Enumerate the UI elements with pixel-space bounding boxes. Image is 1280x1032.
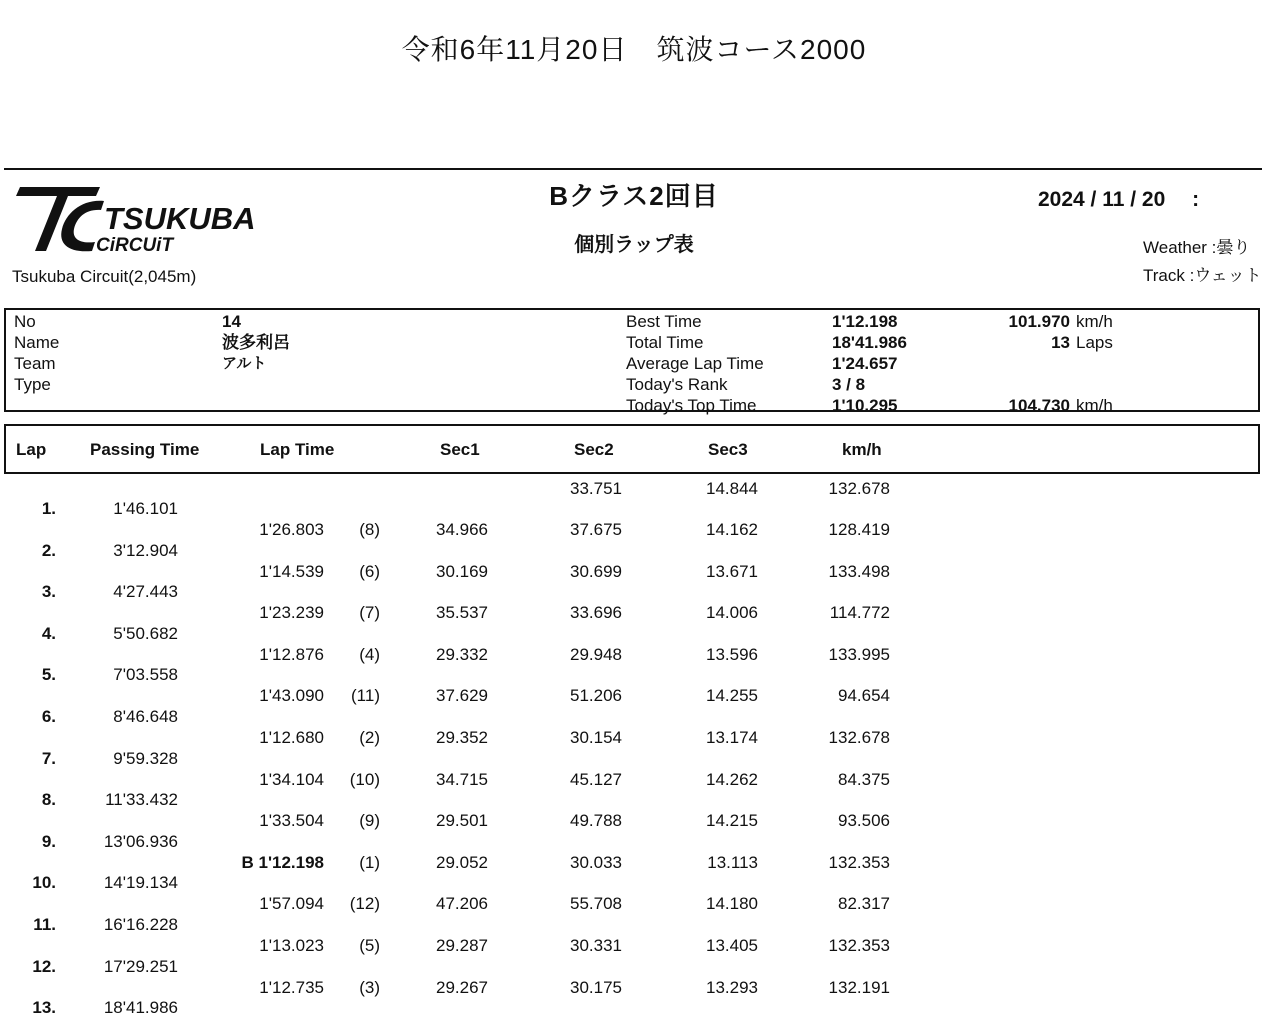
lap-number: 13. [32, 998, 56, 1018]
lap-rank: (3) [359, 977, 380, 997]
header-lap-time: Lap Time [260, 440, 335, 459]
sector1-time: 35.537 [436, 603, 488, 623]
team-name: アルト [222, 355, 267, 372]
sector2-time: 37.675 [570, 520, 622, 539]
sector1-time: 29.287 [436, 936, 488, 955]
sector2-time: 49.788 [570, 811, 622, 831]
total-time-label: Total Time [626, 333, 704, 352]
lap-time: 1'34.104 [259, 769, 324, 789]
passing-time: 18'41.986 [103, 998, 178, 1018]
lap-rank: (2) [359, 728, 380, 747]
lap-rank: (10) [349, 769, 380, 789]
lap-time: 1'12.876 [259, 644, 324, 664]
lap-rank: (8) [359, 520, 380, 539]
name-label: Name [14, 333, 60, 352]
speed-kmh: 132.678 [828, 728, 890, 747]
lap-number: 11. [33, 915, 56, 934]
top-rule [4, 168, 1262, 170]
top-time-value: 1'10.295 [832, 396, 898, 415]
lap-rank: (9) [359, 811, 380, 831]
speed-kmh: 132.191 [828, 977, 890, 997]
laps-count: 13 [1051, 333, 1070, 352]
lap-rank: (6) [359, 561, 380, 581]
sector3-time: 14.255 [706, 686, 758, 706]
sector3-time: 13.405 [706, 936, 758, 955]
speed-kmh: 84.375 [838, 769, 890, 789]
passing-time: 8'46.648 [113, 707, 178, 726]
passing-time: 14'19.134 [103, 873, 178, 893]
lap-time [222, 853, 324, 873]
team-label: Team [14, 354, 56, 373]
sector2-time: 30.154 [570, 728, 622, 747]
header-sec2: Sec2 [574, 440, 614, 459]
best-speed-value: 101.970 [1008, 312, 1070, 331]
lap-table-header [4, 424, 1260, 474]
car-number: 14 [222, 312, 241, 331]
top-time-label: Today's Top Time [626, 396, 757, 415]
best-lap-marker: B [241, 852, 254, 872]
passing-time: 4'27.443 [113, 582, 178, 602]
out-lap-sec3: 14.844 [706, 479, 758, 498]
lap-time: 1'33.504 [259, 811, 324, 831]
out-lap-kmh: 132.678 [828, 479, 890, 498]
sector2-time: 51.206 [570, 686, 622, 706]
best-time-value: 1'12.198 [832, 312, 898, 331]
sector2-time: 30.331 [570, 936, 622, 955]
lap-number: 10. [32, 873, 56, 893]
rank-label: Today's Rank [626, 375, 728, 394]
sector3-time: 13.113 [707, 852, 758, 872]
session-date: 2024 / 11 / 20 : [1038, 188, 1200, 211]
lap-time: 1'57.094 [259, 894, 324, 914]
header-kmh: km/h [842, 440, 882, 459]
circuit-label: Tsukuba Circuit(2,045m) [12, 267, 197, 286]
lap-rank: (5) [359, 936, 380, 955]
speed-kmh: 128.419 [828, 520, 890, 539]
average-lap-value: 1'24.657 [832, 354, 898, 373]
sector1-time: 29.267 [436, 977, 488, 997]
lap-time: 1'26.803 [259, 520, 324, 539]
logo-word-tsukuba: TSUKUBA [104, 201, 256, 236]
sector3-time: 14.262 [706, 769, 758, 789]
best-speed-unit: km/h [1076, 312, 1113, 331]
speed-kmh: 133.995 [828, 644, 890, 664]
speed-kmh: 82.317 [838, 894, 890, 914]
passing-time: 16'16.228 [103, 915, 178, 934]
lap-time: 1'23.239 [259, 603, 324, 623]
driver-name: 波多利呂 [222, 333, 290, 352]
sheet-title: 個別ラップ表 [574, 234, 694, 256]
session-title: Bクラス2回目 [549, 181, 719, 211]
no-label: No [14, 312, 36, 331]
lap-time: 1'14.539 [259, 561, 324, 581]
lap-time: 1'12.680 [259, 728, 324, 747]
passing-time: 9'59.328 [113, 748, 178, 768]
best-time-label: Best Time [626, 312, 702, 331]
sector1-time: 37.629 [436, 686, 488, 706]
sector3-time: 14.215 [706, 811, 758, 831]
lap-number: 4. [41, 623, 56, 643]
speed-kmh: 94.654 [838, 686, 890, 706]
top-speed-value: 104.730 [1008, 396, 1070, 415]
passing-time: 1'46.101 [113, 499, 178, 518]
top-speed-unit: km/h [1076, 396, 1113, 415]
sector1-time: 29.501 [436, 811, 488, 831]
sector1-time: 29.052 [436, 852, 488, 872]
sector3-time: 14.180 [706, 894, 758, 914]
driver-info-box [4, 308, 1260, 415]
lap-number: 9. [41, 831, 56, 851]
lap-number: 1. [41, 499, 56, 518]
sector3-time: 14.006 [706, 603, 758, 623]
lap-rank: (12) [349, 894, 380, 914]
lap-rank: (1) [359, 852, 380, 872]
sector2-time: 55.708 [570, 894, 622, 914]
lap-time: 1'13.023 [259, 936, 324, 955]
lap-number: 8. [41, 790, 56, 810]
type-label: Type [14, 375, 51, 394]
speed-kmh: 132.353 [828, 852, 890, 872]
passing-time: 3'12.904 [113, 540, 178, 560]
out-lap-sec2: 33.751 [570, 479, 622, 498]
lap-rank: (4) [359, 644, 380, 664]
passing-time: 13'06.936 [103, 831, 178, 851]
speed-kmh: 114.772 [829, 603, 890, 623]
header-sec3: Sec3 [708, 440, 748, 459]
passing-time: 17'29.251 [103, 956, 178, 976]
sector2-time: 30.175 [570, 977, 622, 997]
sector3-time: 14.162 [706, 520, 758, 539]
total-time-value: 18'41.986 [832, 333, 907, 352]
lap-number: 7. [41, 748, 56, 768]
page-title: 令和6年11月20日 筑波コース2000 [401, 34, 867, 65]
speed-kmh: 133.498 [828, 561, 890, 581]
sector1-time: 34.966 [436, 520, 488, 539]
sector3-time: 13.174 [706, 728, 758, 747]
weather-label: Weather :曇り [1143, 238, 1251, 257]
best-lap-time: 1'12.198 [258, 852, 324, 872]
laps-unit: Laps [1076, 333, 1113, 352]
sector1-time: 29.352 [436, 728, 488, 747]
lap-number: 2. [41, 540, 56, 560]
lap-number: 5. [41, 665, 56, 685]
sector1-time: 29.332 [436, 644, 488, 664]
passing-time: 7'03.558 [113, 665, 178, 685]
sector1-time: 47.206 [436, 894, 488, 914]
lap-rank: (7) [359, 603, 380, 623]
lap-time: 1'43.090 [259, 686, 324, 706]
lap-rank: (11) [351, 686, 380, 706]
header-lap: Lap [16, 440, 47, 459]
lap-number: 6. [41, 707, 56, 726]
sector1-time: 30.169 [436, 561, 488, 581]
sector2-time: 45.127 [570, 769, 622, 789]
sector1-time: 34.715 [436, 769, 488, 789]
passing-time: 11'33.432 [105, 790, 178, 810]
passing-time: 5'50.682 [113, 623, 178, 643]
lap-number: 3. [41, 582, 56, 602]
sector2-time: 33.696 [570, 603, 622, 623]
average-lap-label: Average Lap Time [626, 354, 764, 373]
sector3-time: 13.596 [706, 644, 758, 664]
header-sec1: Sec1 [440, 440, 480, 459]
sector3-time: 13.293 [706, 977, 758, 997]
sector2-time: 29.948 [570, 644, 622, 664]
sector2-time: 30.699 [570, 561, 622, 581]
logo-word-circuit: CiRCUiT [96, 235, 174, 255]
track-condition-label: Track :ウェット [1143, 266, 1262, 285]
speed-kmh: 132.353 [828, 936, 890, 955]
header-passing-time: Passing Time [90, 440, 200, 459]
sector3-time: 13.671 [706, 561, 758, 581]
lap-number: 12. [32, 956, 56, 976]
lap-time: 1'12.735 [259, 977, 324, 997]
speed-kmh: 93.506 [838, 811, 890, 831]
sector2-time: 30.033 [570, 852, 622, 872]
rank-value: 3 / 8 [832, 375, 866, 394]
